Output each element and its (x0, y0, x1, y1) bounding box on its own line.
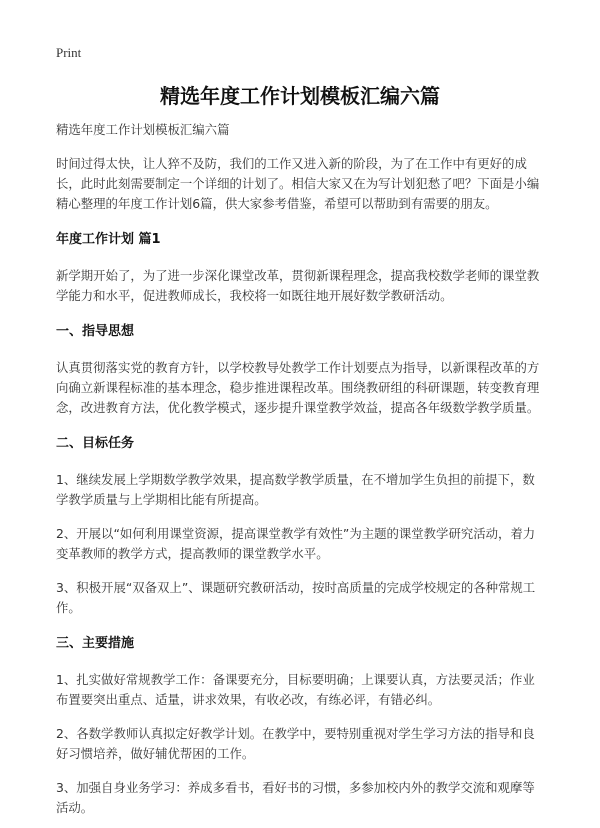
heading-guiding-ideas: 一、指导思想 (56, 324, 135, 339)
section-heading: 年度工作计划 篇1 (56, 232, 161, 247)
goal-item: 1、继续发展上学期数学教学效果，提高数学教学质量，在不增加学生负担的前提下，数学教学质量与上学期相比能有所提高。 (56, 472, 535, 507)
intro-paragraph: 时间过得太快，让人猝不及防，我们的工作又进入新的阶段，为了在工作中有更好的成长，此时此刻需要制定一个详细的计划了。相信大家又在为写计划犯愁了吧？下面是小编精心整理的年度工作计划6篇，供大家参考借鉴，希望可以帮助到有需要的朋友。 (56, 156, 540, 211)
goal-item: 2、开展以“如何利用课堂资源，提高课堂教学有效性”为主题的课堂教学研究活动，着力变革教师的教学方式，提高教师的课堂教学水平。 (56, 526, 536, 561)
heading-measures: 三、主要措施 (56, 636, 135, 651)
document-body (56, 120, 544, 818)
goal-item: 3、积极开展“双备双上”、课题研究教研活动，按时高质量的完成学校规定的各种常规工作。 (56, 580, 536, 615)
measure-item: 2、各数学教师认真拟定好教学计划。在教学中，要特别重视对学生学习方法的指导和良好习惯培养，做好辅优帮困的工作。 (56, 726, 535, 761)
section-intro-paragraph: 新学期开始了，为了进一步深化课堂改革，贯彻新课程理念，提高我校数学老师的课堂教学能力和水平，促进教师成长，我校将一如既往地开展好数学教研活动。 (56, 268, 540, 303)
heading-goals: 二、目标任务 (56, 436, 135, 451)
subtitle: 精选年度工作计划模板汇编六篇 (56, 122, 230, 137)
measure-item: 3、加强自身业务学习：养成多看书，看好书的习惯，多参加校内外的教学交流和观摩等活动。 (56, 780, 535, 815)
print-link[interactable]: Print (56, 45, 82, 60)
page-title: 精选年度工作计划模板汇编六篇 (160, 84, 440, 108)
measure-item: 1、扎实做好常规教学工作：备课要充分，目标要明确；上课要认真，方法要灵活；作业布置要突出重点、适量，讲求效果，有收必改，有练必评，有错必纠。 (56, 672, 535, 707)
guiding-paragraph: 认真贯彻落实党的教育方针，以学校教导处教学工作计划要点为指导，以新课程改革的方向确立新课程标准的基本理念，稳步推进课程改革。围绕教研组的科研课题，转变教育理念，改进教育方法，优化教学模式，逐步提升课堂教学效益，提高各年级数学教学质量。 (56, 360, 540, 415)
